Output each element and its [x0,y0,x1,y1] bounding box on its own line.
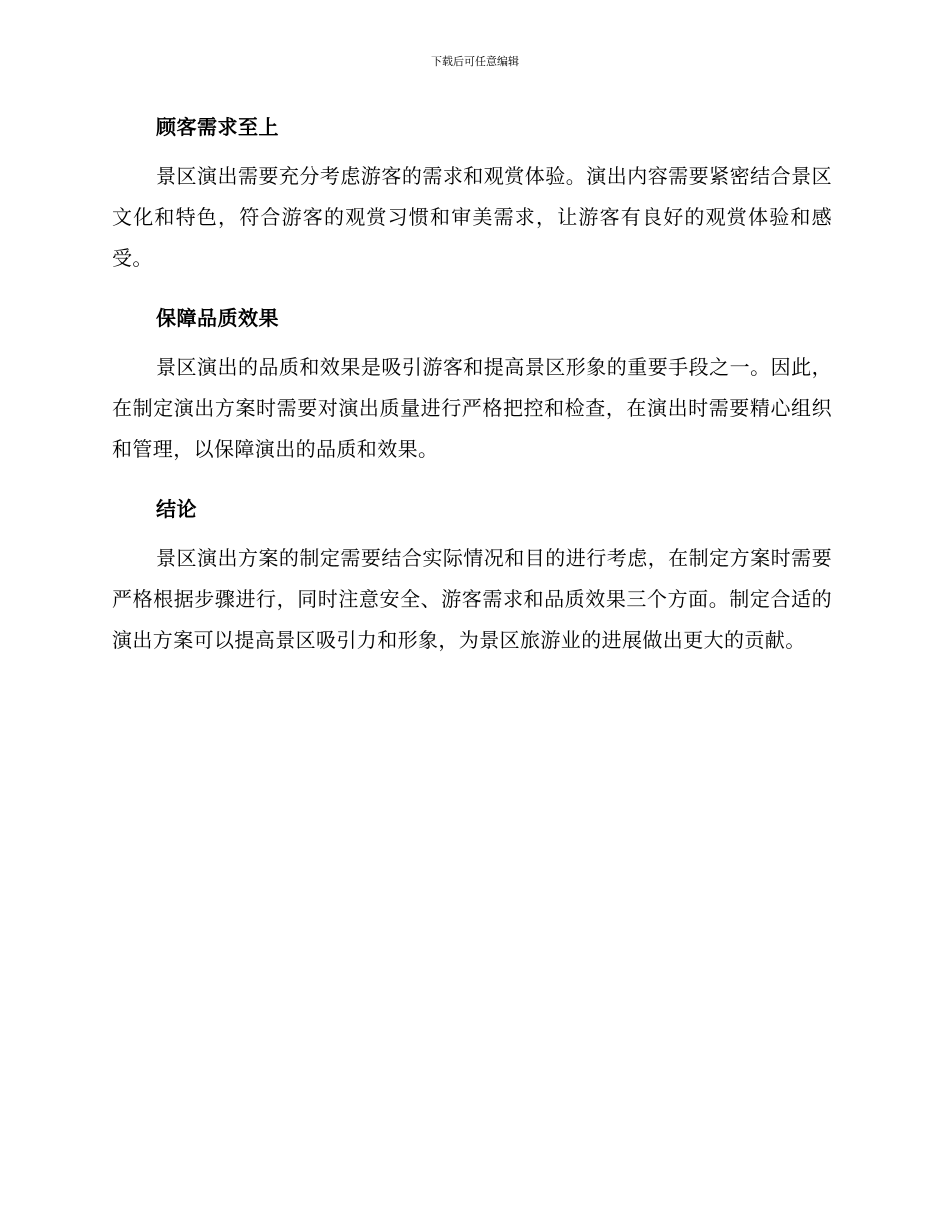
document-content [112,112,832,685]
section-quality-effect [112,303,832,470]
section-paragraph: 景区演出需要充分考虑游客的需求和观赏体验。演出内容需要紧密结合景区文化和特色，符合游客的观赏习惯和审美需求，让游客有良好的观赏体验和感受。 [112,164,832,270]
section-customer-needs [112,112,832,279]
section-conclusion [112,494,832,661]
section-heading: 顾客需求至上 [156,115,279,139]
section-heading: 保障品质效果 [156,306,279,330]
header-note: 下载后可任意编辑 [431,55,519,68]
section-heading: 结论 [156,497,197,521]
section-paragraph: 景区演出方案的制定需要结合实际情况和目的进行考虑，在制定方案时需要严格根据步骤进行，同时注意安全、游客需求和品质效果三个方面。制定合适的演出方案可以提高景区吸引力和形象，为景区旅游业的进展做出更大的贡献。 [112,546,832,652]
section-paragraph: 景区演出的品质和效果是吸引游客和提高景区形象的重要手段之一。因此，在制定演出方案时需要对演出质量进行严格把控和检查，在演出时需要精心组织和管理，以保障演出的品质和效果。 [112,355,832,461]
